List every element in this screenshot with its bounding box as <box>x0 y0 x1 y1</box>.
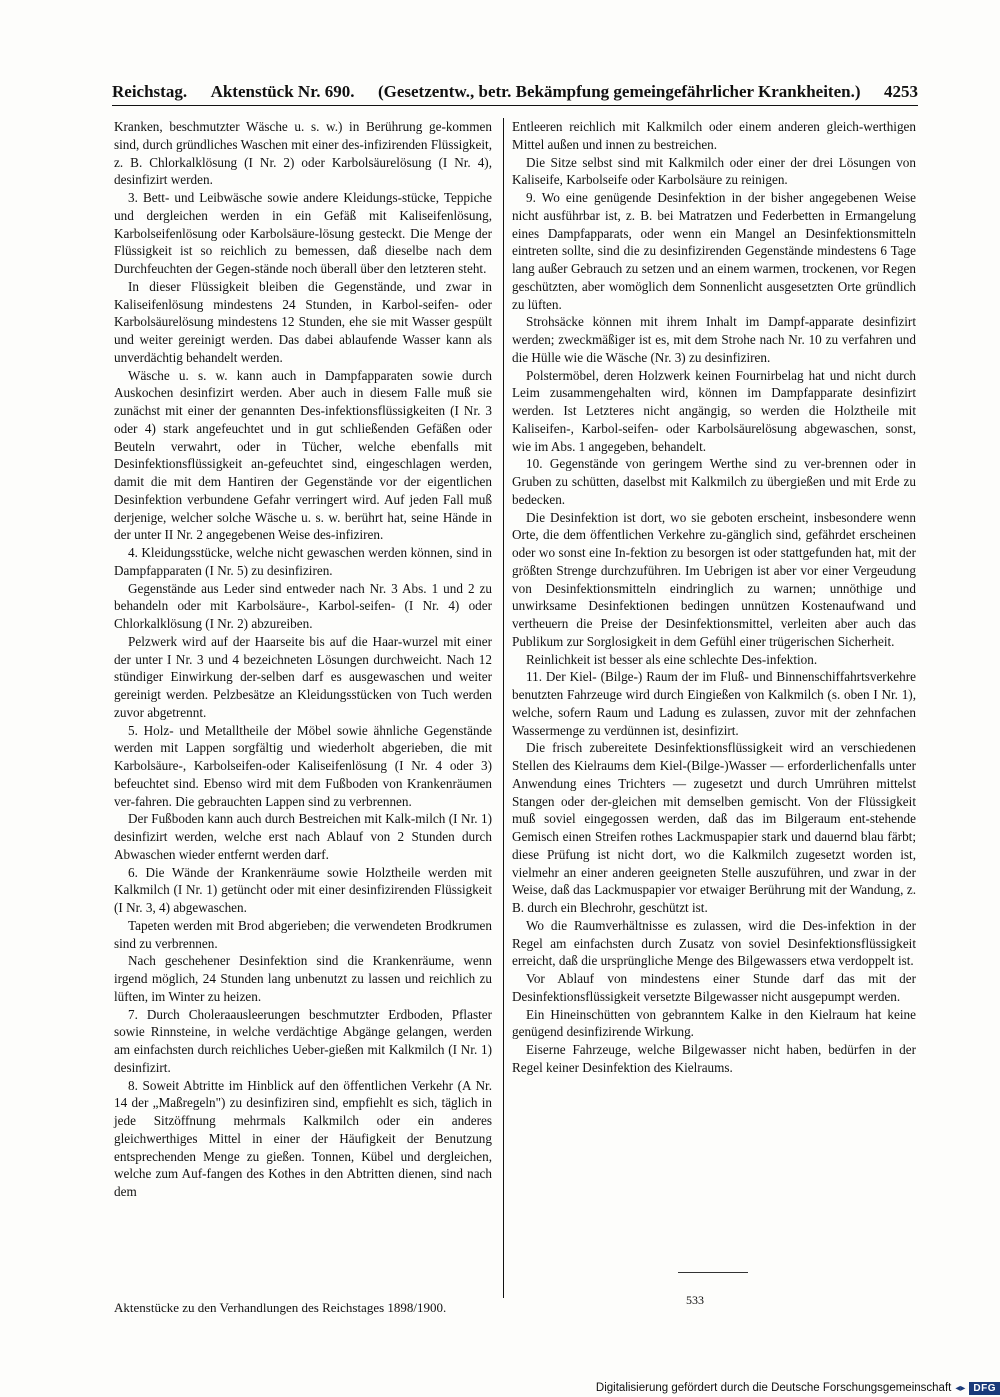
paragraph: Die Desinfektion ist dort, wo sie geboten erscheint, insbesondere wenn Orte, die dem öffentlichen Verkehre zu-gänglich sind, gefährdet erscheinen oder wo sonst eine In-fektion zu besorgen ist oder stattgefunden hat, mit der größten Strenge durchzuführen. Im Uebrigen ist aber vor einer Vergeudung von Desinfektionsmitteln eindringlich zu warnen; unnöthige und unwirksame Desinfektionen bedingen unnützen Kostenaufwand und vertheuern die Preise der Desinfektionsmittel, verleiten aber auch das Publikum zur Sorglosigkeit in dem Gefühl einer trügerischen Sicherheit. <box>512 509 916 649</box>
paragraph: Strohsäcke können mit ihrem Inhalt im Dampf-apparate desinfizirt werden; zweckmäßiger ist es, mit dem Strohe nach Nr. 10 zu verfahren und die Hülle wie die Wäsche (Nr. 3) zu desinfiziren. <box>512 314 916 365</box>
paragraph: 9. Wo eine genügende Desinfektion in der bisher angegebenen Weise nicht ausführbar ist, z. B. bei Matratzen und Federbetten in Ermangelung eines Dampfapparats, oder wenn ein Mangel an Desinfektionsmitteln eintreten sollte, sind die zu desinfizirenden Gegenstände mindestens 6 Tage lang außer Gebrauch zu setzen und an einem warmen, trockenen, vor Regen geschützten, aber womöglich dem Sonnenlicht ausgesetzten Orte gründlich zu lüften. <box>512 190 916 312</box>
sheet-signature: 533 <box>686 1293 704 1307</box>
footer-source: Aktenstücke zu den Verhandlungen des Reichstages 1898/1900. <box>114 1300 447 1315</box>
arrows-icon: ◂▸ <box>955 1382 966 1394</box>
header-title: Aktenstück Nr. 690. <box>210 82 355 101</box>
paragraph: 11. Der Kiel- (Bilge-) Raum der im Fluß- und Binnenschiffahrtsverkehre benutzten Fahrzeuge wird durch Eingießen von Kalkmilch (s. oben I Nr. 1), welche, sofern Raum und Ladung es zulassen, zuvor mit der zehnfachen Wassermenge zu verdünnen ist, desinfizirt. <box>512 669 916 738</box>
digitization-credit <box>595 1379 1000 1397</box>
paragraph: Polstermöbel, deren Holzwerk keinen Fournirbelag hat und nicht durch Leim zusammengehalten wird, können im Dampfapparate desinfizirt werden. Ist Letzteres nicht angängig, so werden die Holztheile mit Kaliseifen-, Karbol-seifen- oder Karbolsäurelösung abgewaschen, sonst, wie im Abs. 1 angegeben, behandelt. <box>512 367 916 454</box>
left-column <box>114 118 492 1201</box>
paragraph: Vor Ablauf von mindestens einer Stunde darf das mit der Desinfektionsflüssigkeit versetzte Bilgewasser nicht ausgepumpt werden. <box>512 971 916 1004</box>
column-divider <box>503 118 504 1298</box>
paragraph: Eiserne Fahrzeuge, welche Bilgewasser nicht haben, bedürfen in der Regel keiner Desinfektion des Kielraums. <box>512 1042 916 1075</box>
paragraph: Die frisch zubereitete Desinfektionsflüssigkeit wird an verschiedenen Stellen des Kielraums dem Kiel-(Bilge-)Wasser — erforderlichenfalls unter Anwendung eines Trichters — zugesetzt und durch Umrühren mittelst Stangen oder der-gleichen mit demselben gemischt. Von der Flüssigkeit muß soviel eingegossen werden, daß das im Bilgeraum ent-stehende Gemisch einen Streifen rothes Lackmuspapier stark und dauernd blau färbt; diese Prüfung ist nicht dort, wo die Kalkmilch zugesetzt worden ist, vielmehr an einer anderen geeigneten Stelle auszuführen, und zwar in der Weise, daß das Lackmuspapier vor etwaiger Berührung mit der Wandung, z. B. durch ein Blechrohr, geschützt ist. <box>512 740 916 915</box>
paragraph: 7. Durch Choleraausleerungen beschmutzter Erdboden, Pflaster sowie Rinnsteine, in welche verdächtige Abgänge gelangen, werden am einfachsten durch reichliches Ueber-gießen mit Kalkmilch (I Nr. 1) desinfizirt. <box>114 1006 492 1075</box>
dfg-logo: DFG <box>969 1382 1000 1395</box>
paragraph: Der Fußboden kann auch durch Bestreichen mit Kalk-milch (I Nr. 1) desinfizirt werden, welche erst nach Ablauf von 2 Stunden durch Abwaschen wieder entfernt werden darf. <box>114 811 492 862</box>
right-column <box>512 118 916 1077</box>
paragraph: 4. Kleidungsstücke, welche nicht gewaschen werden können, sind in Dampfapparaten (I Nr. 5) zu desinfiziren. <box>114 545 492 578</box>
paragraph: Wäsche u. s. w. kann auch in Dampfapparaten sowie durch Auskochen desinfizirt werden. Aber auch in diesem Falle muß sie zunächst mit einer der genannten Des-infektionsflüssigkeiten (I Nr. 3 oder 4) stark angefeuchtet und in gut schließenden Gefäßen oder Beuteln verwahrt, oder in Tücher, welche ebenfalls mit Desinfektionsflüssigkeit an-gefeuchtet sind, eingeschlagen werden, damit die mit dem Hantiren der Gegenstände vor der eigentlichen Desinfektion verbundene Gefahr verringert wird. Auf jeden Fall muß derjenige, welcher solche Wäsche u. s. w. berührt hat, seine Hände in der unter II Nr. 2 angegebenen Weise des-infiziren. <box>114 367 492 543</box>
header-subject: (Gesetzentw., betr. Bekämpfung gemeingefährlicher Krankheiten.) <box>377 82 861 101</box>
page-number: 4253 <box>883 82 918 101</box>
closing-rule <box>678 1272 748 1273</box>
paragraph: 10. Gegenstände von geringem Werthe sind zu ver-brennen oder in Gruben zu schütten, daselbst mit Kalkmilch zu übergießen und mit Erde zu bedecken. <box>512 456 916 507</box>
running-header <box>112 74 918 102</box>
paragraph: 5. Holz- und Metalltheile der Möbel sowie ähnliche Gegenstände werden mit Lappen sorgfältig und wiederholt abgerieben, die mit Karbolsäure-, Karbolseifen-oder Kaliseifenlösung (I Nr. 4 oder 3) befeuchtet sind. Ebenso wird mit dem Fußboden von Krankenräumen ver-fahren. Die gebrauchten Lappen sind zu verbrennen. <box>114 722 492 809</box>
paragraph: Tapeten werden mit Brod abgerieben; die verwendeten Brodkrumen sind zu verbrennen. <box>114 917 492 951</box>
paragraph: Wo die Raumverhältnisse es zulassen, wird die Des-infektion in der Regel am einfachsten durch Zusatz von soviel Desinfektionsflüssigkeit erreicht, daß die ursprüngliche Menge des Bilgewassers etwa verdoppelt ist. <box>512 917 916 969</box>
paragraph: Reinlichkeit ist besser als eine schlechte Des-infektion. <box>526 651 818 667</box>
paragraph: Ein Hineinschütten von gebranntem Kalke in den Kielraum hat keine genügend desinfizirende Wirkung. <box>512 1006 916 1040</box>
paragraph: Kranken, beschmutzter Wäsche u. s. w.) in Berührung ge-kommen sind, durch gründliches Waschen mit einer des-infizirenden Flüssigkeit, z. B. Chlorkalklösung (I Nr. 2) oder Karbolsäurelösung (I Nr. 4), desinfizirt werden. <box>114 119 492 188</box>
header-rule <box>112 105 918 106</box>
paragraph: Gegenstände aus Leder sind entweder nach Nr. 3 Abs. 1 und 2 zu behandeln oder mit Karbolsäure-, Karbol-seifen- (I Nr. 4) oder Chlorkalklösung (I Nr. 2) abzureiben. <box>114 580 492 631</box>
credit-text: Digitalisierung gefördert durch die Deutsche Forschungsgemeinschaft <box>595 1382 952 1394</box>
paragraph: Nach geschehener Desinfektion sind die Krankenräume, wenn irgend möglich, 24 Stunden lang unbenutzt zu lassen und reichlich zu lüften, im Winter zu heizen. <box>114 953 492 1004</box>
paragraph: Die Sitze selbst sind mit Kalkmilch oder einer der drei Lösungen von Kaliseife, Karbolseife oder Karbolsäure zu reinigen. <box>512 154 916 188</box>
paragraph: 3. Bett- und Leibwäsche sowie andere Kleidungs-stücke, Teppiche und dergleichen werden in ein Gefäß mit Kaliseifenlösung, Karbolseifenlösung oder Karbolsäure-lösung gesteckt. Die Menge der Flüssigkeit ist so reichlich zu bemessen, daß dieselbe nach dem Durchfeuchten der Gegen-stände noch überall über den letzteren steht. <box>114 190 492 276</box>
paragraph: Pelzwerk wird auf der Haarseite bis auf die Haar-wurzel mit einer der unter I Nr. 3 und 4 bezeichneten Lösungen durchweicht. Nach 12 stündiger Einwirkung der-selben darf es ausgewaschen und weiter gereinigt werden. Pelzbesätze an Kleidungsstücken von Tuch werden zuvor abgetrennt. <box>114 633 492 720</box>
paragraph: In dieser Flüssigkeit bleiben die Gegenstände, und zwar in Kaliseifenlösung mindestens 24 Stunden, in Karbol-seifen- oder Karbolsäurelösung mindestens 12 Stunden, ehe sie mit Wasser gespült und weiter gereinigt werden. Das dabei ablaufende Wasser kann als unverdächtig behandelt werden. <box>114 278 492 365</box>
header-left: Reichstag. <box>112 82 188 101</box>
paragraph: 6. Die Wände der Krankenräume sowie Holztheile werden mit Kalkmilch (I Nr. 1) getüncht oder mit einer desinfizirenden Flüssigkeit (I Nr. 3, 4) abgewaschen. <box>114 864 492 915</box>
paragraph: 8. Soweit Abtritte im Hinblick auf den öffentlichen Verkehr (A Nr. 14 der „Maßregeln") zu desinfiziren sind, empfiehlt es sich, täglich in jede Sitzöffnung mehrmals Kalkmilch oder ein anderes gleichwerthiges Mittel in einer der Häufigkeit der Benutzung entsprechenden Menge zu gießen. Tonnen, Kübel und dergleichen, welche zum Auf-fangen des Kothes in den Abtritten dienen, sind nach dem <box>114 1077 492 1199</box>
paragraph: Entleeren reichlich mit Kalkmilch oder einem anderen gleich-werthigen Mittel außen und innen zu bestreichen. <box>512 119 916 152</box>
